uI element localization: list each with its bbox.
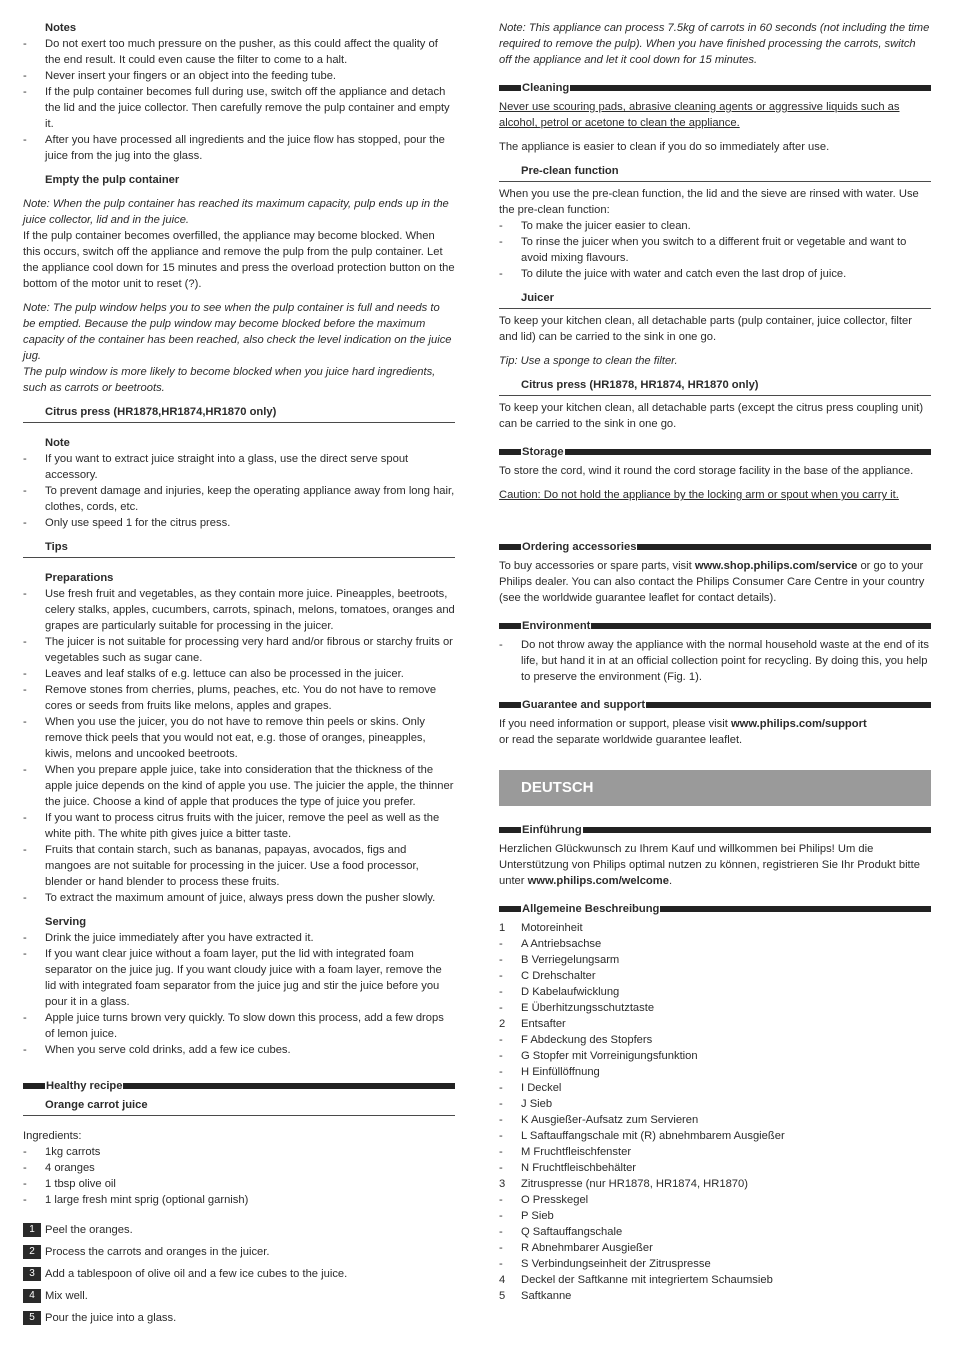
guarantee-title: Guarantee and support [522,699,646,711]
bullet-marker: - [23,892,27,904]
list-item [23,890,455,906]
storage-text: To store the cord, wind it round the cord storage facility in the base of the appliance. [499,465,914,477]
list-item [499,1160,931,1176]
list-marker: - [499,1242,503,1254]
list-item [499,1208,931,1224]
list-item-text: 1kg carrots [45,1146,101,1158]
list-item-text: P Sieb [521,1210,554,1222]
juicer-tip: Tip: Use a sponge to clean the filter. [499,355,678,367]
citrus-press-heading: Citrus press (HR1878,HR1874,HR1870 only) [23,404,455,423]
list-item-text: If you want to extract juice straight into a glass, use the direct serve spout accessory. [45,453,409,481]
list-item [499,234,931,266]
step-number: 1 [23,1223,41,1237]
citrus-clean-text: To keep your kitchen clean, all detachable parts (except the citrus press coupling unit) can be carried to the sink in one go. [499,402,924,430]
step-number: 3 [23,1267,41,1281]
list-item-text: If the pulp container becomes full during use, switch off the appliance and detach the lid and the juice collector. Then carefully remove the pulp container and empty it. [45,86,450,130]
guarantee-section [499,697,931,713]
preclean-text: When you use the pre-clean function, the lid and the sieve are rinsed with water. Use the pre-clean function: [499,188,919,216]
environment-list [499,637,931,685]
list-item [23,1192,455,1208]
support-link[interactable]: www.philips.com/support [730,718,867,730]
list-item [23,1042,455,1058]
list-item [23,586,455,634]
recipe-step [23,1266,455,1282]
step-number: 5 [23,1311,41,1325]
list-marker: - [499,1114,503,1126]
list-marker: - [499,938,503,950]
list-item-text: If you want to process citrus fruits with the juicer, remove the peel as well as the white pith. The white pith gives juice a bitter taste. [45,812,440,840]
list-marker: - [499,1210,503,1222]
list-item-text: Entsafter [521,1018,566,1030]
list-marker: 4 [499,1274,506,1286]
list-marker: - [499,1002,503,1014]
list-item-text: Do not throw away the appliance with the normal household waste at the end of its life, but hand it in at an official collection point for recycling. By doing this, you help to preserve the environment (Fig. 1). [521,639,929,683]
list-item [499,936,931,952]
list-item-text: To make the juicer easier to clean. [521,220,691,232]
pulp-window-note-2: The pulp window is more likely to become blocked when you juice hard ingredients, such as carrots or beetroots. [23,366,436,394]
list-item [23,714,455,762]
recipe-step [23,1288,455,1304]
list-item [499,218,931,234]
recipe-step [23,1244,455,1260]
recipe-heading: Orange carrot juice [23,1097,455,1116]
bullet-marker: - [23,588,27,600]
list-item [499,968,931,984]
list-item [23,930,455,946]
list-item-text: Never insert your fingers or an object into the feeding tube. [45,70,337,82]
step-text: Add a tablespoon of olive oil and a few ice cubes to the juice. [45,1268,348,1280]
bullet-marker: - [23,636,27,648]
bullet-marker: - [23,948,27,960]
list-item [23,1144,455,1160]
preclean-list [499,218,931,282]
step-number: 4 [23,1289,41,1303]
citrus-note-heading: Note [45,437,70,449]
list-item-text: O Presskegel [521,1194,589,1206]
environment-section [499,618,931,634]
intro-title: Einführung [522,824,582,836]
intro-section [499,822,931,838]
juicer-text: To keep your kitchen clean, all detachable parts (pulp container, juice collector, filter and lid) can be carried to the sink in one go. [499,315,912,343]
ingredients-label: Ingredients: [23,1130,82,1142]
serving-list [23,930,455,1058]
bullet-marker: - [23,517,27,529]
list-item-text: Apple juice turns brown very quickly. To slow down this process, add a few drops of lemon juice. [45,1012,444,1040]
list-item-text: Motoreinheit [521,922,583,934]
list-item [499,1240,931,1256]
list-item [499,266,931,282]
list-item-text: If you want clear juice without a foam layer, put the lid with integrated foam separator on the juice jug. If you want cloudy juice with a foam layer, remove the lid with integrated foam separator from the juice jug and stir the juice before you pour it in a glass. [45,948,442,1008]
bullet-marker: - [23,1178,27,1190]
list-item [23,68,455,84]
list-marker: - [499,986,503,998]
list-item [23,84,455,132]
list-item-text: After you have processed all ingredients and the juice flow has stopped, pour the juice from the jug into the glass. [45,134,445,162]
empty-pulp-heading: Empty the pulp container [45,174,180,186]
bullet-marker: - [23,86,27,98]
list-marker: 5 [499,1290,506,1302]
list-marker: - [499,1194,503,1206]
bullet-marker: - [23,134,27,146]
list-marker: - [499,1050,503,1062]
language-bar-deutsch: DEUTSCH [499,770,931,806]
list-item [23,132,455,164]
list-item [23,634,455,666]
list-marker: - [499,1082,503,1094]
storage-caution: Caution: Do not hold the appliance by the locking arm or spout when you carry it. [499,489,899,501]
list-item [499,1256,931,1272]
list-marker: - [499,1034,503,1046]
bullet-marker: - [23,1012,27,1024]
bullet-marker: - [23,684,27,696]
ordering-section [499,539,931,555]
list-item-text: When you prepare apple juice, take into consideration that the thickness of the apple juice depends on the kind of apple you use. The juicier the apple, the thinner the juice. Choose a kind of apple that produces the type of juice you prefer. [45,764,454,808]
bullet-marker: - [23,668,27,680]
list-item-text: The juicer is not suitable for processing very hard and/or fibrous or starchy fruits or vegetables such as sugar cane. [45,636,453,664]
list-marker: - [499,1066,503,1078]
list-marker: - [499,954,503,966]
description-title: Allgemeine Beschreibung [522,903,660,915]
list-item [23,682,455,714]
list-item-text: R Abnehmbarer Ausgießer [521,1242,653,1254]
step-number: 2 [23,1245,41,1259]
description-section [499,901,931,917]
intro-text: Herzlichen Glückwunsch zu Ihrem Kauf und willkommen bei Philips! Um die Unterstützung von Philips optimal nutzen zu können, registrieren Sie Ihr Produkt bitte unter www.philips.com/welcome. [499,843,921,887]
list-item [499,920,931,936]
list-item-text: C Drehschalter [521,970,596,982]
list-item-text: Remove stones from cherries, plums, peaches, etc. You do not have to remove cores or seeds from fruits like melons, apples and grapes. [45,684,437,712]
list-item-text: To rinse the juicer when you switch to a different fruit or vegetable and want to avoid mixing flavours. [521,236,907,264]
ordering-text: To buy accessories or spare parts, visit www.shop.philips.com/service or go to your Philips dealer. You can also contact the Philips Consumer Care Centre in your country (see the worldwide guarantee leaflet for contact details). [499,560,925,604]
list-item-text: Only use speed 1 for the citrus press. [45,517,231,529]
list-item [499,1016,931,1032]
list-item-text: Fruits that contain starch, such as bananas, papayas, avocados, figs and mangoes are not suitable for processing in the juicer. Use a food processor, blender or hand blender to process these fruits. [45,844,419,888]
list-item-text: I Deckel [521,1082,562,1094]
bullet-marker: - [499,268,503,280]
list-item [23,483,455,515]
list-item [499,1064,931,1080]
list-item-text: Deckel der Saftkanne mit integriertem Schaumsieb [521,1274,773,1286]
list-item-text: To dilute the juice with water and catch even the last drop of juice. [521,268,847,280]
recipe-steps [23,1222,455,1326]
list-marker: 2 [499,1018,506,1030]
list-item-text: When you serve cold drinks, add a few ice cubes. [45,1044,291,1056]
list-item [23,842,455,890]
list-item-text: Drink the juice immediately after you have extracted it. [45,932,314,944]
list-marker: - [499,1258,503,1270]
list-item [23,1010,455,1042]
list-item-text: N Fruchtfleischbehälter [521,1162,637,1174]
ordering-title: Ordering accessories [522,541,637,553]
step-text: Pour the juice into a glass. [45,1312,177,1324]
list-item [499,1128,931,1144]
list-item-text: J Sieb [521,1098,553,1110]
list-item-text: F Abdeckung des Stopfers [521,1034,653,1046]
healthy-recipe-title: Healthy recipe [46,1080,123,1092]
list-item-text: M Fruchtfleischfenster [521,1146,632,1158]
list-item [499,1032,931,1048]
list-item-text: D Kabelaufwicklung [521,986,620,998]
left-column [23,20,455,1332]
bullet-marker: - [23,932,27,944]
list-item-text: Zitruspresse (nur HR1878, HR1874, HR1870) [521,1178,748,1190]
list-item [499,1224,931,1240]
list-item-text: 4 oranges [45,1162,95,1174]
processing-note: Note: This appliance can process 7.5kg of carrots in 60 seconds (not including the time required to remove the pulp). When you have finished processing the carrots, switch off the appliance and let it cool down for 15 minutes. [499,22,930,66]
cleaning-section [499,80,931,96]
citrus-clean-heading: Citrus press (HR1878, HR1874, HR1870 only) [499,377,931,396]
list-item-text: When you use the juicer, you do not have to remove thin peels or skins. Only remove thick peels that you would not eat, e.g. those of oranges, pineapples, kiwis, melons and uncooked beetroots. [45,716,426,760]
healthy-recipe-section [23,1078,455,1094]
list-item-text: To prevent damage and injuries, keep the operating appliance away from long hair, clothes, cords, etc. [45,485,455,513]
list-item [23,762,455,810]
list-item [499,1000,931,1016]
list-item-text: L Saftauffangschale mit (R) abnehmbarem Ausgießer [521,1130,785,1142]
list-item [23,810,455,842]
list-marker: - [499,1226,503,1238]
list-item-text: B Verriegelungsarm [521,954,620,966]
list-item [23,36,455,68]
list-item [499,952,931,968]
list-item [23,1176,455,1192]
empty-pulp-note: Note: When the pulp container has reached its maximum capacity, pulp ends up in the juice collector, lid and in the juice. [23,198,449,226]
list-item [23,946,455,1010]
preclean-heading: Pre-clean function [499,163,931,182]
notes-list [23,36,455,164]
bullet-marker: - [23,453,27,465]
right-column [499,20,931,1304]
bullet-marker: - [499,236,503,248]
list-item-text: G Stopfer mit Vorreinigungsfunktion [521,1050,698,1062]
pulp-window-note: Note: The pulp window helps you to see when the pulp container is full and needs to be emptied. Because the pulp window may become blocked before the maximum capacity of the container has been reached, also check the level indication on the juice jug. [23,302,452,362]
list-marker: 3 [499,1178,506,1190]
list-item [23,666,455,682]
list-item-text: K Ausgießer-Aufsatz zum Servieren [521,1114,699,1126]
list-item-text: To extract the maximum amount of juice, always press down the pusher slowly. [45,892,436,904]
bullet-marker: - [23,38,27,50]
bullet-marker: - [23,1194,27,1206]
list-marker: - [499,1130,503,1142]
bullet-marker: - [23,812,27,824]
list-item [499,1048,931,1064]
cleaning-title: Cleaning [522,82,570,94]
preparations-list [23,586,455,906]
step-text: Mix well. [45,1290,88,1302]
bullet-marker: - [23,1162,27,1174]
citrus-notes-list [23,451,455,531]
list-item [499,1176,931,1192]
list-item [499,1192,931,1208]
guarantee-text: If you need information or support, please visit www.philips.com/support or read the separate worldwide guarantee leaflet. [499,718,867,746]
bullet-marker: - [499,220,503,232]
list-item [499,1080,931,1096]
list-item [499,637,931,685]
list-marker: - [499,1098,503,1110]
bullet-marker: - [23,1146,27,1158]
storage-title: Storage [522,446,564,458]
bullet-marker: - [499,639,503,651]
description-list [499,920,931,1304]
bullet-marker: - [23,764,27,776]
list-item-text: Saftkanne [521,1290,572,1302]
environment-title: Environment [522,620,591,632]
list-item [499,984,931,1000]
list-item-text: S Verbindungseinheit der Zitruspresse [521,1258,711,1270]
list-item-text: Use fresh fruit and vegetables, as they contain more juice. Pineapples, beetroots, celery stalks, apples, cucumbers, carrots, spinach, melons, tomatoes, oranges and grapes are particularly suitable for processing in the juicer. [45,588,455,632]
step-text: Peel the oranges. [45,1224,133,1236]
bullet-marker: - [23,485,27,497]
serving-heading: Serving [45,916,87,928]
shop-link[interactable]: www.shop.philips.com/service [694,560,858,572]
list-item-text: A Antriebsachse [521,938,602,950]
welcome-link[interactable]: www.philips.com/welcome [527,875,669,887]
list-item [23,515,455,531]
cleaning-text: The appliance is easier to clean if you do so immediately after use. [499,141,830,153]
list-item-text: Do not exert too much pressure on the pusher, as this could affect the quality of the end result. It could even cause the filter to come to a halt. [45,38,438,66]
ingredients-list [23,1144,455,1208]
list-item-text: Leaves and leaf stalks of e.g. lettuce can also be processed in the juicer. [45,668,404,680]
list-item-text: 1 tbsp olive oil [45,1178,116,1190]
notes-heading: Notes [45,22,77,34]
list-marker: 1 [499,922,506,934]
list-item [499,1288,931,1304]
storage-section [499,444,931,460]
list-item [499,1144,931,1160]
cleaning-warning: Never use scouring pads, abrasive cleaning agents or aggressive liquids such as alcohol, petrol or acetone to clean the appliance. [499,101,900,129]
bullet-marker: - [23,70,27,82]
tips-heading: Tips [23,539,455,558]
bullet-marker: - [23,1044,27,1056]
list-marker: - [499,970,503,982]
list-item-text: E Überhitzungsschutztaste [521,1002,655,1014]
list-item [499,1272,931,1288]
juicer-heading: Juicer [499,290,931,309]
preparations-heading: Preparations [45,572,114,584]
bullet-marker: - [23,844,27,856]
step-text: Process the carrots and oranges in the juicer. [45,1246,270,1258]
bullet-marker: - [23,716,27,728]
list-item [499,1096,931,1112]
list-marker: - [499,1146,503,1158]
list-item-text: 1 large fresh mint sprig (optional garnish) [45,1194,249,1206]
list-item [499,1112,931,1128]
recipe-step [23,1310,455,1326]
list-marker: - [499,1162,503,1174]
list-item [23,451,455,483]
list-item [23,1160,455,1176]
list-item-text: H Einfüllöffnung [521,1066,600,1078]
empty-pulp-text: If the pulp container becomes overfilled, the appliance may become blocked. When this occurs, switch off the appliance and remove the pulp from the pulp container. Let the appliance cool down for 15 minutes and press the overload protection button on the bottom of the motor unit to reset (?). [23,230,455,290]
list-item-text: Q Saftauffangschale [521,1226,623,1238]
recipe-step [23,1222,455,1238]
